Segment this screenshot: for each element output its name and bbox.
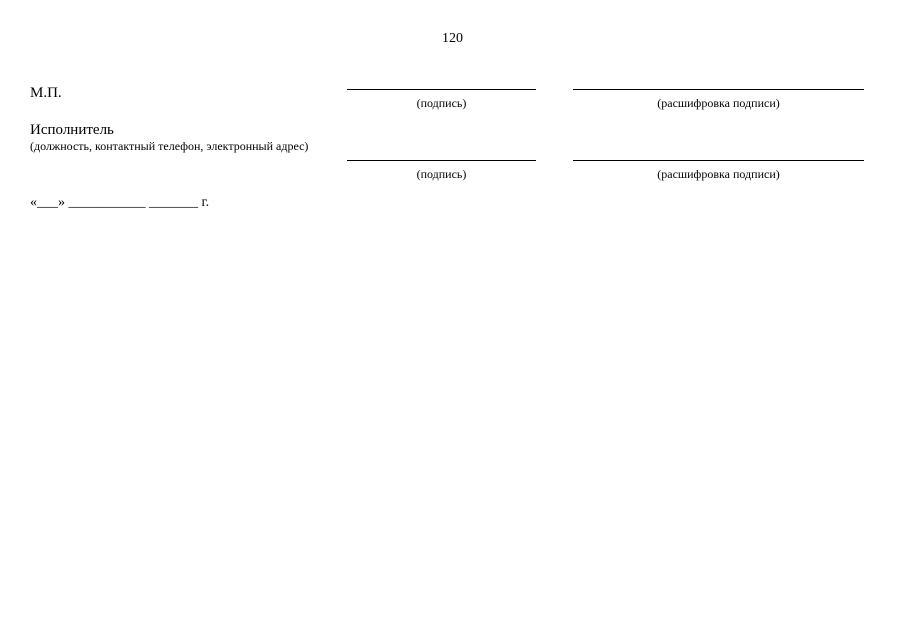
decoding-line-1 [573,89,864,90]
decoding-line-2 [573,160,864,161]
signature-line-2 [347,160,536,161]
executor-subtitle: (должность, контактный телефон, электронный адрес) [30,139,309,153]
decoding-caption-1: (расшифровка подписи) [657,96,780,110]
page-number: 120 [442,31,463,46]
executor-title: Исполнитель [30,122,114,138]
signature-caption-2: (подпись) [416,167,467,181]
signature-caption-1: (подпись) [416,96,467,110]
signature-line-1 [347,89,536,90]
stamp-label: М.П. [30,85,62,101]
date-field: «___» ___________ _______ г. [30,195,210,210]
decoding-caption-2: (расшифровка подписи) [657,167,780,181]
